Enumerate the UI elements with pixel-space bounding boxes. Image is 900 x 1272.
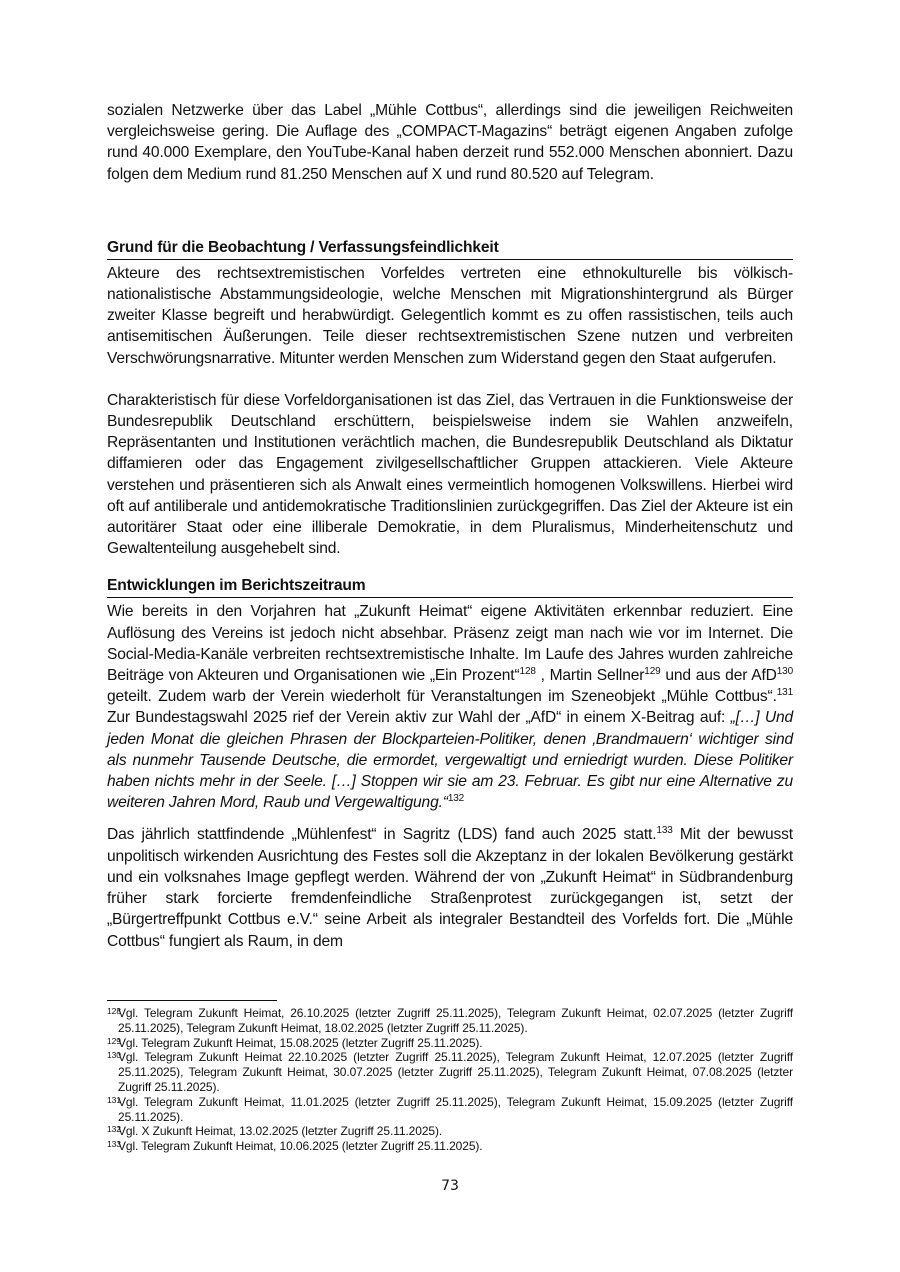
- section-heading-entwicklungen: Entwicklungen im Berichtszeitraum: [107, 576, 793, 598]
- footnote-ref-130[interactable]: 130: [776, 666, 793, 678]
- text-run: Zur Bundestagswahl 2025 rief der Verein aktiv zur Wahl der „AfD“ in einem X-Beitrag auf:: [107, 709, 731, 727]
- page-body: [107, 100, 793, 952]
- section2-paragraph-1: [107, 601, 793, 813]
- section2-paragraph-2: [107, 824, 793, 951]
- footnote-130: [107, 1050, 793, 1094]
- page-number: 73: [441, 1178, 459, 1194]
- footnote-ref-131[interactable]: 131: [776, 687, 793, 699]
- footnote-text: Vgl. Telegram Zukunft Heimat, 11.01.2025 (letzter Zugriff 25.11.2025), Telegram Zukunft Heimat, 15.09.2025 (letzter Zugriff 25.11.2025).: [118, 1094, 793, 1124]
- footnote-133: [107, 1139, 793, 1154]
- text-run: geteilt. Zudem warb der Verein wiederholt für Veranstaltungen im Szeneobjekt „Mühle Cottbus“.: [107, 688, 777, 706]
- footnote-number: 131: [107, 1094, 121, 1105]
- section-heading-grund: Grund für die Beobachtung / Verfassungsfeindlichkeit: [107, 238, 793, 260]
- footnote-number: 128: [107, 1006, 121, 1016]
- footnote-131: [107, 1095, 793, 1125]
- footnotes: [107, 1006, 793, 1154]
- footnote-text: Vgl. Telegram Zukunft Heimat, 26.10.2025 (letzter Zugriff 25.11.2025), Telegram Zukunft Heimat, 02.07.2025 (letzter Zugriff 25.11.2025), Telegram Zukunft Heimat, 18.02.2025 (letzter Zugriff 25.11.2025).: [118, 1006, 793, 1035]
- footnote-ref-132[interactable]: 132: [447, 793, 465, 805]
- footnote-text: Vgl. Telegram Zukunft Heimat, 15.08.2025 (letzter Zugriff 25.11.2025).: [118, 1035, 483, 1050]
- footnote-129: [107, 1036, 793, 1051]
- footnote-number: 130: [107, 1050, 121, 1061]
- footnote-text: Vgl. Telegram Zukunft Heimat 22.10.2025 (letzter Zugriff 25.11.2025), Telegram Zukunft Heimat, 12.07.2025 (letzter Zugriff 25.11.2025), Telegram Zukunft Heimat, 30.07.2025 (letzter Zugriff 25.11.2025), Telegram Zukunft Heimat, 07.08.2025 (letzter Zugriff 25.11.2025).: [118, 1050, 793, 1094]
- text-run: Das jährlich stattfindende „Mühlenfest“ in Sagritz (LDS) fand auch 2025 statt.: [107, 826, 657, 844]
- text-run: und aus der AfD: [660, 667, 777, 685]
- footnote-ref-133[interactable]: 133: [656, 825, 673, 837]
- intro-paragraph: sozialen Netzwerke über das Label „Mühle Cottbus“, allerdings sind die jeweiligen Reichweiten vergleichsweise gering. Die Auflage des „COMPACT-Magazins“ beträgt eigenen Angaben zufolge rund 40.000 Exemplare, den YouTube-Kanal haben derzeit rund 552.000 Menschen abonniert. Dazu folgen dem Medium rund 81.250 Menschen auf X und rund 80.520 auf Telegram.: [107, 102, 793, 183]
- footnote-text: Vgl. X Zukunft Heimat, 13.02.2025 (letzter Zugriff 25.11.2025).: [118, 1124, 443, 1139]
- footnote-separator: [107, 1000, 277, 1001]
- footnote-ref-128[interactable]: 128: [519, 666, 536, 678]
- quote-text: „[…] Und jeden Monat die gleichen Phrasen der Blockparteien-Politiker, denen ‚Brandmauern‘ wichtiger sind als nunmehr Tausende Deutsche, die ermordet, vergewaltigt und erniedrigt wurden. Diese Politiker haben nichts mehr in der Seele. […] Stoppen wir sie am 23. Februar. Es gibt nur eine Alternative zu weiteren Jahren Mord, Raub und Vergewaltigung.“: [107, 709, 793, 812]
- footnote-number: 132: [107, 1124, 121, 1135]
- footnote-ref-129[interactable]: 129: [644, 666, 661, 678]
- footnote-number: 133: [107, 1139, 121, 1150]
- footnote-text: Vgl. Telegram Zukunft Heimat, 10.06.2025 (letzter Zugriff 25.11.2025).: [118, 1139, 483, 1154]
- text-run: Wie bereits in den Vorjahren hat „Zukunft Heimat“ eigene Aktivitäten erkennbar reduziert. Eine Auflösung des Vereins ist jedoch nicht absehbar. Präsenz zeigt man nach wie vor im Internet. Die Social-Media-Kanäle verbreiten rechtsextremistische Inhalte. Im Laufe des Jahres wurden zahlreiche Beiträge von Akteuren und Organisationen wie „Ein Prozent“: [107, 603, 793, 685]
- footnote-128: [107, 1006, 793, 1036]
- footnote-number: 129: [107, 1035, 121, 1046]
- text-run: , Martin Sellner: [535, 667, 645, 685]
- text-run: Mit der bewusst unpolitisch wirkenden Ausrichtung des Festes soll die Akzeptanz in der lokalen Bevölkerung gestärkt und ein volksnahes Image gepflegt werden. Während der von „Zukunft Heimat“ in Südbrandenburg früher stark forcierte fremdenfeindliche Straßenprotest zurückgegangen ist, setzt der „Bürgertreffpunkt Cottbus e.V.“ seine Arbeit als integraler Bestandteil des Vorfelds fort. Die „Mühle Cottbus“ fungiert als Raum, in dem: [107, 826, 793, 950]
- footnote-132: [107, 1124, 793, 1139]
- section1-paragraph-2: Charakteristisch für diese Vorfeldorganisationen ist das Ziel, das Vertrauen in die Funktionsweise der Bundesrepublik Deutschland erschüttern, beispielsweise indem sie Wahlen anzweifeln, Repräsentanten und Institutionen verächtlich machen, die Bundesrepublik Deutschland als Diktatur diffamieren oder das Engagement zivilgesellschaftlicher Gruppen attackieren. Viele Akteure verstehen und präsentieren sich als Anwalt eines vermeintlich homogenen Volkswillens. Hierbei wird oft auf antiliberale und antidemokratische Traditionslinien zurückgegriffen. Das Ziel der Akteure ist ein autoritärer Staat oder eine illiberale Demokratie, in dem Pluralismus, Minderheitenschutz und Gewaltenteilung ausgehebelt sind.: [107, 391, 793, 558]
- section1-paragraph-1: Akteure des rechtsextremistischen Vorfeldes vertreten eine ethnokulturelle bis völkisch-nationalistische Abstammungsideologie, welche Menschen mit Migrationshintergrund als Bürger zweiter Klasse begreift und herabwürdigt. Gelegentlich kommt es zu offen rassistischen, teils auch antisemitischen Äußerungen. Teile dieser rechtsextremistischen Szene nutzen und verbreiten Verschwörungsnarrative. Mitunter werden Menschen zum Widerstand gegen den Staat aufgerufen.: [107, 264, 793, 367]
